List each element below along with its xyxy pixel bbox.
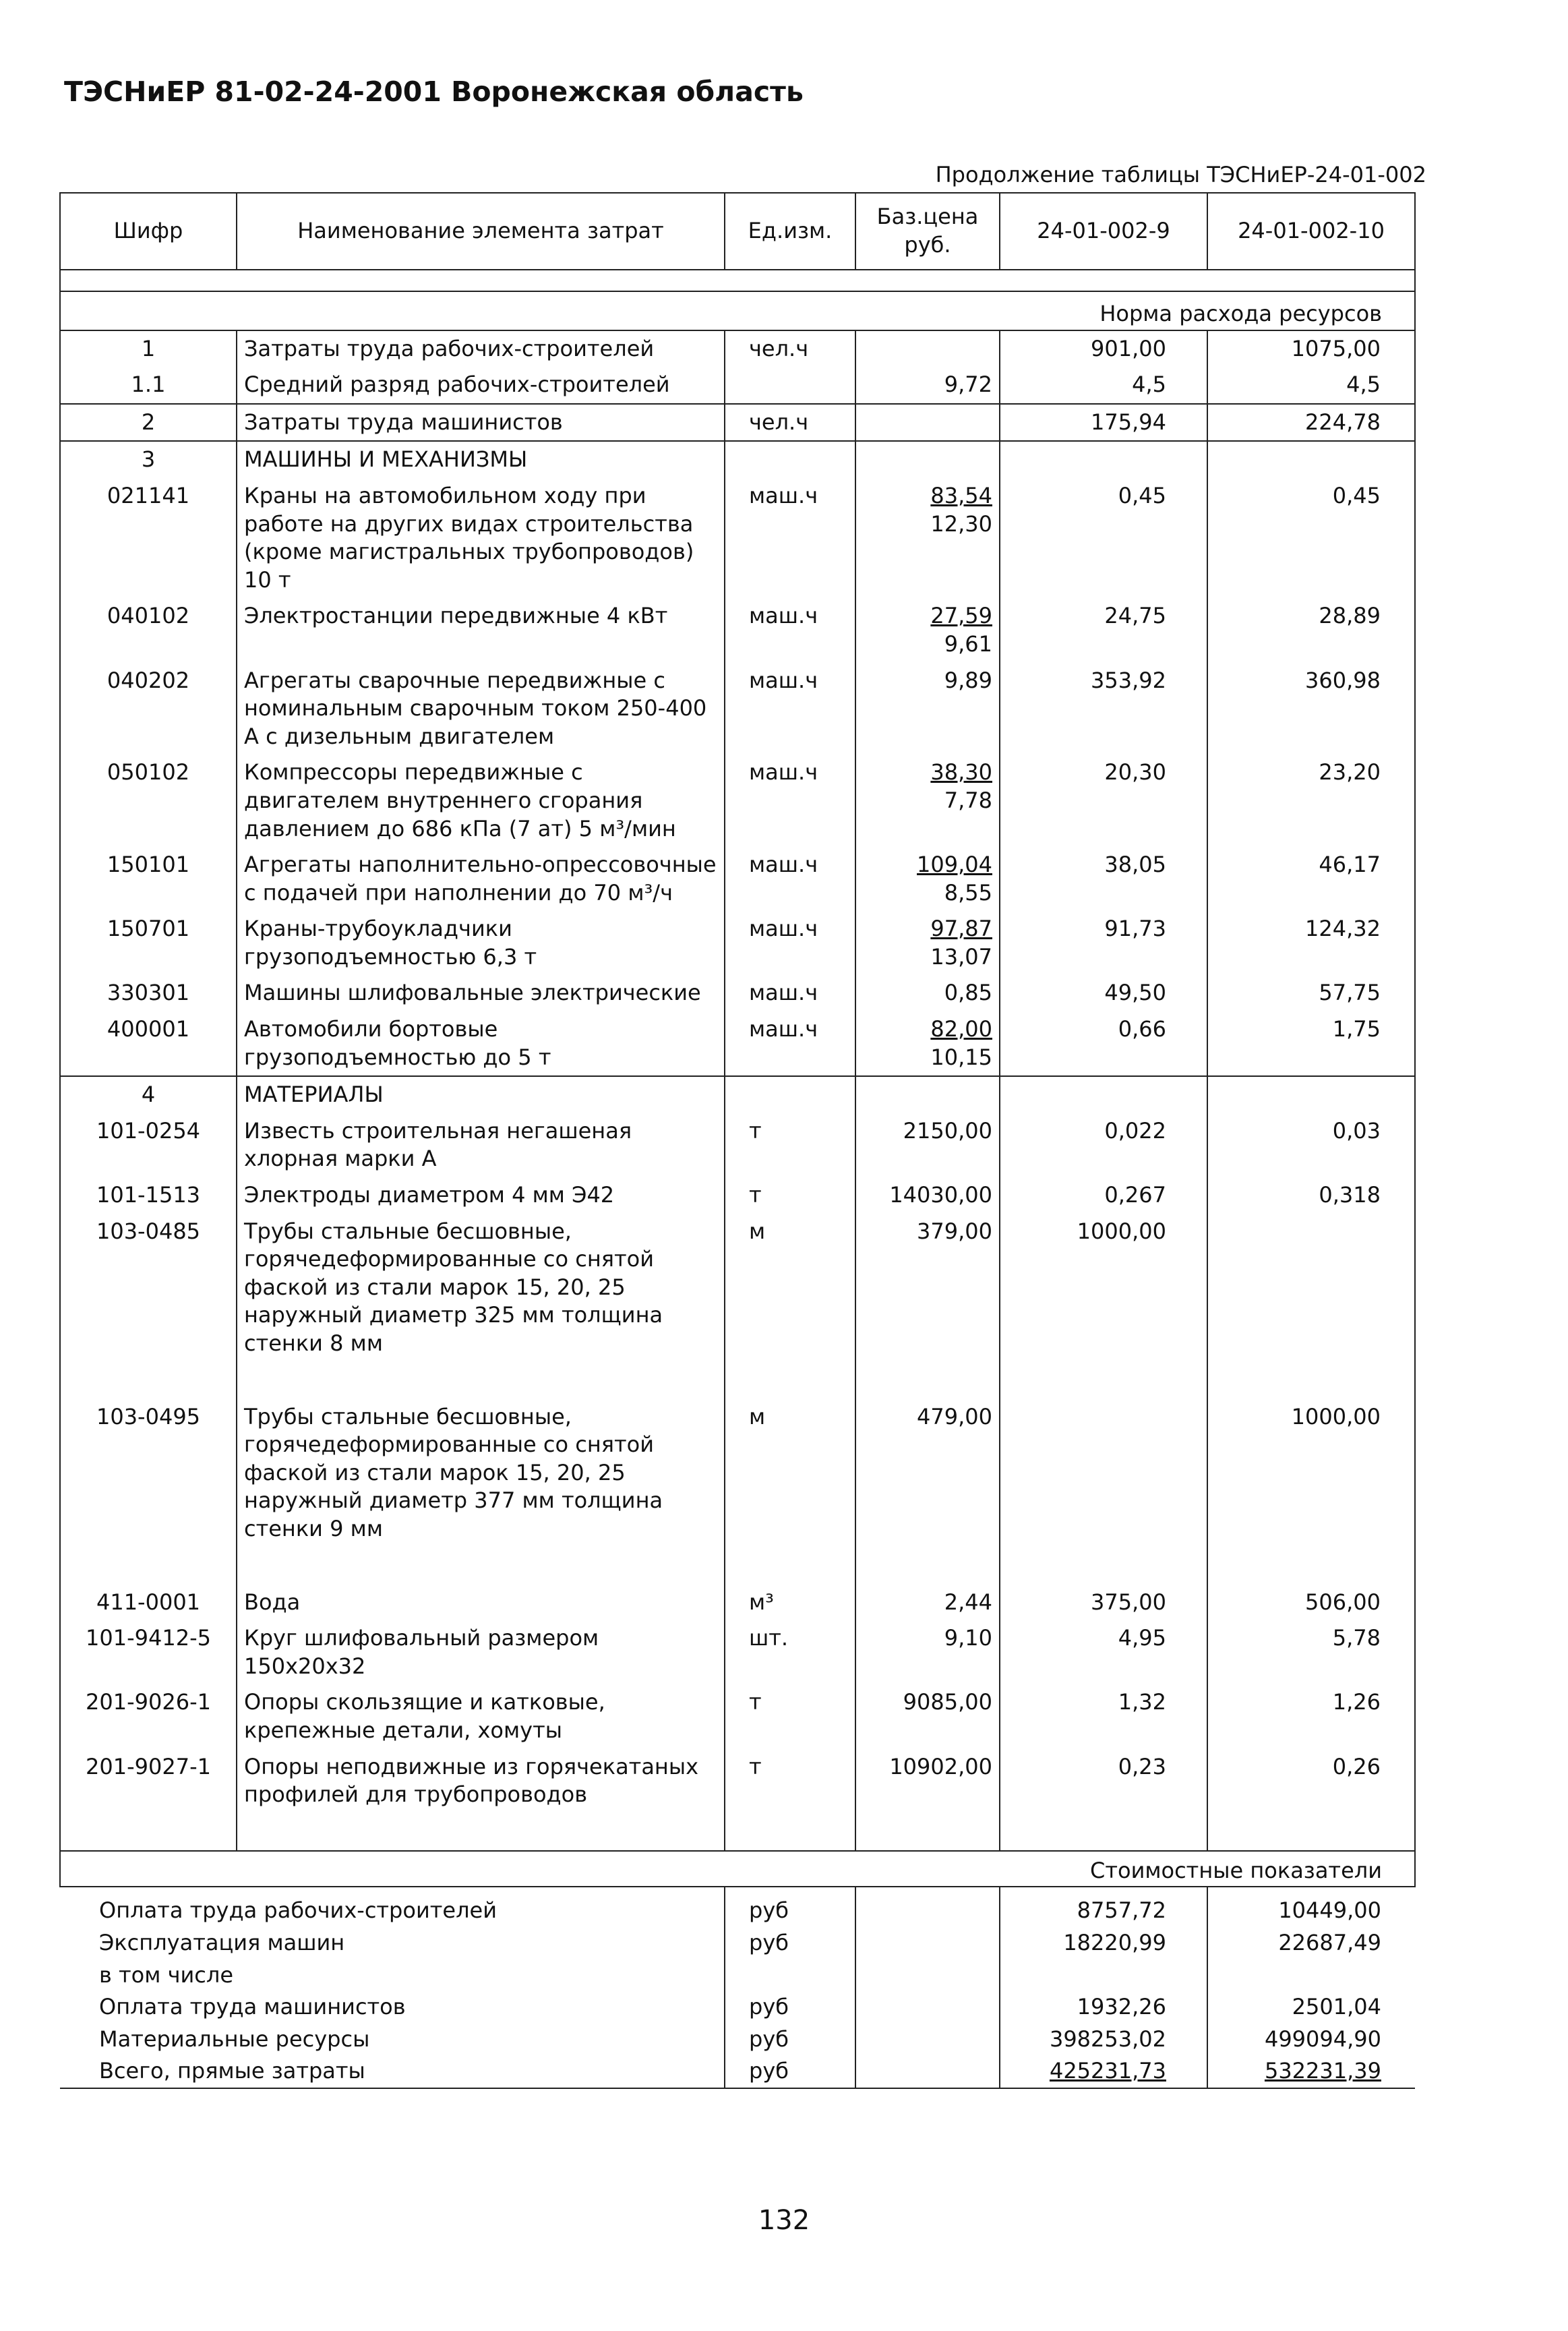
row-unit: шт.: [725, 1620, 855, 1684]
table-row: [60, 663, 1415, 755]
row-unit: маш.ч: [725, 755, 855, 847]
row-unit: м³: [725, 1585, 855, 1621]
row-code: 150701: [60, 911, 237, 975]
row-base-price-total: 27,59: [930, 603, 992, 629]
row-base-price: [855, 1076, 1000, 1113]
norm-label: Норма расхода ресурсов: [60, 291, 1415, 330]
row-name: Средний разряд рабочих-строителей: [237, 367, 725, 404]
row-base-price-total: 82,00: [930, 1016, 992, 1042]
table-row: [60, 1399, 1415, 1547]
row-base-price-labor: 8,55: [944, 879, 992, 906]
row-name: Электростанции передвижные 4 кВт: [237, 598, 725, 662]
table-spacer: [60, 1362, 1415, 1399]
row-norm-9: 901,00: [1000, 330, 1207, 367]
row-base-price-labor: 9,61: [944, 630, 992, 657]
row-norm-10: 23,20: [1207, 755, 1415, 847]
col-header-norm-9: 24-01-002-9: [1000, 193, 1207, 270]
cost-row: [60, 1959, 1415, 1992]
table-row: [60, 1113, 1415, 1177]
row-code: 021141: [60, 478, 237, 598]
row-norm-10: 4,5: [1207, 367, 1415, 404]
row-base-price: [855, 598, 1000, 662]
table-row: [60, 1214, 1415, 1362]
row-base-price: [855, 441, 1000, 478]
row-unit: чел.ч: [725, 330, 855, 367]
row-name: Трубы стальные бесшовные, горячедеформированные со снятой фаской из стали марок 15, 20, 25 наружный диаметр 377 мм толщина стенки 9 мм: [237, 1399, 725, 1547]
document-header: ТЭСНиЕР 81-02-24-2001 Воронежская область: [64, 76, 804, 108]
row-unit: маш.ч: [725, 911, 855, 975]
col-header-norm-10: 24-01-002-10: [1207, 193, 1415, 270]
cost-base-price: [855, 1887, 1000, 1927]
row-name: Электроды диаметром 4 мм Э42: [237, 1177, 725, 1214]
cost-unit: руб: [725, 2055, 855, 2088]
row-norm-10: 1,75: [1207, 1011, 1415, 1076]
row-norm-10: [1207, 1214, 1415, 1362]
row-unit: маш.ч: [725, 1011, 855, 1076]
table-row: [60, 1620, 1415, 1684]
row-norm-10: [1207, 441, 1415, 478]
row-norm-10: 124,32: [1207, 911, 1415, 975]
row-base-price: [855, 404, 1000, 442]
row-base-price: [855, 755, 1000, 847]
col-header-code: Шифр: [60, 193, 237, 270]
row-norm-9: 24,75: [1000, 598, 1207, 662]
row-name: Известь строительная негашеная хлорная марки А: [237, 1113, 725, 1177]
row-norm-9: 91,73: [1000, 911, 1207, 975]
row-base-price: [855, 478, 1000, 598]
cost-base-price: [855, 2024, 1000, 2056]
row-norm-9: 175,94: [1000, 404, 1207, 442]
row-norm-10: 57,75: [1207, 975, 1415, 1011]
row-unit: маш.ч: [725, 847, 855, 911]
row-name: Затраты труда рабочих-строителей: [237, 330, 725, 367]
row-unit: [725, 367, 855, 404]
table-row: [60, 404, 1415, 442]
table-row: [60, 441, 1415, 478]
table-row: [60, 975, 1415, 1011]
row-norm-9: 4,95: [1000, 1620, 1207, 1684]
table-row: [60, 1749, 1415, 1813]
table-spacer: [60, 270, 1415, 291]
row-norm-9: 20,30: [1000, 755, 1207, 847]
row-code: 411-0001: [60, 1585, 237, 1621]
row-unit: [725, 441, 855, 478]
row-base-price: 0,85: [855, 975, 1000, 1011]
row-name: Опоры скользящие и катковые, крепежные детали, хомуты: [237, 1684, 725, 1748]
cost-row: [60, 2024, 1415, 2056]
cost-name: Оплата труда машинистов: [60, 1991, 725, 2024]
cost-unit: руб: [725, 2024, 855, 2056]
row-code: 103-0495: [60, 1399, 237, 1547]
row-base-price: [855, 1011, 1000, 1076]
row-norm-9: [1000, 441, 1207, 478]
row-norm-9: 1,32: [1000, 1684, 1207, 1748]
row-base-price-labor: 10,15: [930, 1044, 992, 1070]
row-base-price: [855, 330, 1000, 367]
row-norm-10: 5,78: [1207, 1620, 1415, 1684]
row-unit: м: [725, 1214, 855, 1362]
row-norm-9: 38,05: [1000, 847, 1207, 911]
row-norm-9: 0,022: [1000, 1113, 1207, 1177]
row-name: Затраты труда машинистов: [237, 404, 725, 442]
row-norm-9: 4,5: [1000, 367, 1207, 404]
cost-base-price: [855, 1959, 1000, 1992]
row-norm-10: 506,00: [1207, 1585, 1415, 1621]
col-header-base-price: Баз.цена руб.: [855, 193, 1000, 270]
cost-unit: [725, 1959, 855, 1992]
row-unit: м: [725, 1399, 855, 1547]
col-header-name: Наименование элемента затрат: [237, 193, 725, 270]
row-norm-10: 0,318: [1207, 1177, 1415, 1214]
row-unit: [725, 1076, 855, 1113]
cost-value-10: 532231,39: [1207, 2055, 1415, 2088]
table-row: [60, 1177, 1415, 1214]
row-base-price: 9,89: [855, 663, 1000, 755]
table-spacer: [60, 1547, 1415, 1585]
cost-row: [60, 1927, 1415, 1959]
row-base-price-total: 97,87: [930, 916, 992, 942]
cost-value-9: 398253,02: [1000, 2024, 1207, 2056]
row-name: Краны-трубоукладчики грузоподъемностью 6,3 т: [237, 911, 725, 975]
row-code: 1: [60, 330, 237, 367]
row-base-price-total: 83,54: [930, 482, 992, 508]
row-code: 101-1513: [60, 1177, 237, 1214]
row-name: Машины шлифовальные электрические: [237, 975, 725, 1011]
row-norm-10: 0,45: [1207, 478, 1415, 598]
table-row: [60, 367, 1415, 404]
cost-label: Стоимостные показатели: [60, 1851, 1415, 1887]
page-number: 132: [758, 2205, 810, 2236]
row-code: 201-9027-1: [60, 1749, 237, 1813]
row-name: Опоры неподвижные из горячекатаных профилей для трубопроводов: [237, 1749, 725, 1813]
row-code: 103-0485: [60, 1214, 237, 1362]
table-continuation-caption: Продолжение таблицы ТЭСНиЕР-24-01-002: [935, 162, 1426, 187]
row-name: Трубы стальные бесшовные, горячедеформированные со снятой фаской из стали марок 15, 20, 25 наружный диаметр 325 мм толщина стенки 8 мм: [237, 1214, 725, 1362]
row-unit: т: [725, 1113, 855, 1177]
table-row: [60, 847, 1415, 911]
row-norm-9: [1000, 1399, 1207, 1547]
cost-value-9: 18220,99: [1000, 1927, 1207, 1959]
cost-value-9: 8757,72: [1000, 1887, 1207, 1927]
row-norm-10: 1000,00: [1207, 1399, 1415, 1547]
row-base-price: 9085,00: [855, 1684, 1000, 1748]
row-norm-9: 0,23: [1000, 1749, 1207, 1813]
row-code: 050102: [60, 755, 237, 847]
cost-base-price: [855, 1991, 1000, 2024]
row-norm-9: 49,50: [1000, 975, 1207, 1011]
table-row: [60, 911, 1415, 975]
row-norm-9: 0,45: [1000, 478, 1207, 598]
row-norm-10: 1,26: [1207, 1684, 1415, 1748]
row-code: 150101: [60, 847, 237, 911]
cost-value-9: 1932,26: [1000, 1991, 1207, 2024]
row-base-price: 2,44: [855, 1585, 1000, 1621]
row-code: 040102: [60, 598, 237, 662]
row-name: МАШИНЫ И МЕХАНИЗМЫ: [237, 441, 725, 478]
table-row: [60, 598, 1415, 662]
cost-label-row: [60, 1851, 1415, 1887]
cost-row: [60, 1887, 1415, 1927]
cost-value-10: 2501,04: [1292, 1994, 1381, 2020]
row-unit: маш.ч: [725, 663, 855, 755]
row-unit: т: [725, 1684, 855, 1748]
row-name: Компрессоры передвижные с двигателем внутреннего сгорания давлением до 686 кПа (7 ат) 5 м³/мин: [237, 755, 725, 847]
row-base-price: [855, 847, 1000, 911]
cost-value-10: [1207, 1959, 1415, 1992]
row-unit: маш.ч: [725, 478, 855, 598]
row-base-price: [855, 911, 1000, 975]
cost-value-9: 425231,73: [1000, 2055, 1207, 2088]
row-base-price: 379,00: [855, 1214, 1000, 1362]
row-name: Автомобили бортовые грузоподъемностью до 5 т: [237, 1011, 725, 1076]
cost-value-10: 10449,00: [1278, 1897, 1381, 1924]
row-unit: т: [725, 1177, 855, 1214]
row-code: 4: [60, 1076, 237, 1113]
row-code: 101-9412-5: [60, 1620, 237, 1684]
cost-unit: руб: [725, 1887, 855, 1927]
col-header-unit: Ед.изм.: [725, 193, 855, 270]
row-base-price-total: 109,04: [917, 852, 992, 878]
row-code: 2: [60, 404, 237, 442]
cost-value-9: [1000, 1959, 1207, 1992]
row-base-price: 9,72: [855, 367, 1000, 404]
row-code: 3: [60, 441, 237, 478]
cost-base-price: [855, 2055, 1000, 2088]
cost-name: Материальные ресурсы: [60, 2024, 725, 2056]
row-name: Круг шлифовальный размером 150х20х32: [237, 1620, 725, 1684]
row-code: 201-9026-1: [60, 1684, 237, 1748]
row-name: Вода: [237, 1585, 725, 1621]
row-norm-9: 375,00: [1000, 1585, 1207, 1621]
row-norm-9: 0,66: [1000, 1011, 1207, 1076]
row-unit: т: [725, 1749, 855, 1813]
cost-name: Оплата труда рабочих-строителей: [60, 1887, 725, 1927]
row-norm-10: 28,89: [1207, 598, 1415, 662]
cost-unit: руб: [725, 1927, 855, 1959]
cost-name: Эксплуатация машин: [60, 1927, 725, 1959]
cost-name: в том числе: [60, 1959, 725, 1992]
row-norm-10: 224,78: [1207, 404, 1415, 442]
cost-unit: руб: [725, 1991, 855, 2024]
row-name: Агрегаты наполнительно-опрессовочные с подачей при наполнении до 70 м³/ч: [237, 847, 725, 911]
table-row: [60, 478, 1415, 598]
table-spacer: [60, 1813, 1415, 1851]
cost-value-10: 499094,90: [1264, 2026, 1381, 2052]
row-norm-10: 0,26: [1207, 1749, 1415, 1813]
row-base-price: 10902,00: [855, 1749, 1000, 1813]
cost-value-10: 22687,49: [1278, 1929, 1381, 1955]
cost-row: [60, 1991, 1415, 2024]
row-norm-10: 360,98: [1207, 663, 1415, 755]
row-base-price: 479,00: [855, 1399, 1000, 1547]
row-base-price-total: 38,30: [930, 759, 992, 786]
table-row: [60, 1011, 1415, 1076]
row-norm-10: [1207, 1076, 1415, 1113]
table-row: [60, 1076, 1415, 1113]
row-code: 330301: [60, 975, 237, 1011]
table-row: [60, 1684, 1415, 1748]
row-norm-9: 353,92: [1000, 663, 1207, 755]
row-name: Агрегаты сварочные передвижные с номинальным сварочным током 250-400 А с дизельным двигателем: [237, 663, 725, 755]
row-name: Краны на автомобильном ходу при работе на других видах строительства (кроме магистральных трубопроводов) 10 т: [237, 478, 725, 598]
row-code: 1.1: [60, 367, 237, 404]
row-code: 101-0254: [60, 1113, 237, 1177]
resource-norms-table: [59, 192, 1416, 2089]
row-base-price-labor: 7,78: [944, 787, 992, 813]
row-norm-9: 0,267: [1000, 1177, 1207, 1214]
row-norm-10: 46,17: [1207, 847, 1415, 911]
norm-label-row: [60, 291, 1415, 330]
row-base-price: 2150,00: [855, 1113, 1000, 1177]
table-row: [60, 1585, 1415, 1621]
table-row: [60, 755, 1415, 847]
cost-name: Всего, прямые затраты: [60, 2055, 725, 2088]
table-row: [60, 330, 1415, 367]
row-base-price-labor: 12,30: [930, 510, 992, 537]
table-header-row: [60, 193, 1415, 270]
row-code: 400001: [60, 1011, 237, 1076]
row-base-price: 9,10: [855, 1620, 1000, 1684]
row-unit: маш.ч: [725, 598, 855, 662]
row-name: МАТЕРИАЛЫ: [237, 1076, 725, 1113]
cost-row: [60, 2055, 1415, 2088]
row-unit: маш.ч: [725, 975, 855, 1011]
row-norm-10: 0,03: [1207, 1113, 1415, 1177]
row-norm-9: 1000,00: [1000, 1214, 1207, 1362]
row-code: 040202: [60, 663, 237, 755]
row-base-price-labor: 13,07: [930, 943, 992, 970]
cost-base-price: [855, 1927, 1000, 1959]
row-base-price: 14030,00: [855, 1177, 1000, 1214]
row-unit: чел.ч: [725, 404, 855, 442]
row-norm-10: 1075,00: [1207, 330, 1415, 367]
row-norm-9: [1000, 1076, 1207, 1113]
